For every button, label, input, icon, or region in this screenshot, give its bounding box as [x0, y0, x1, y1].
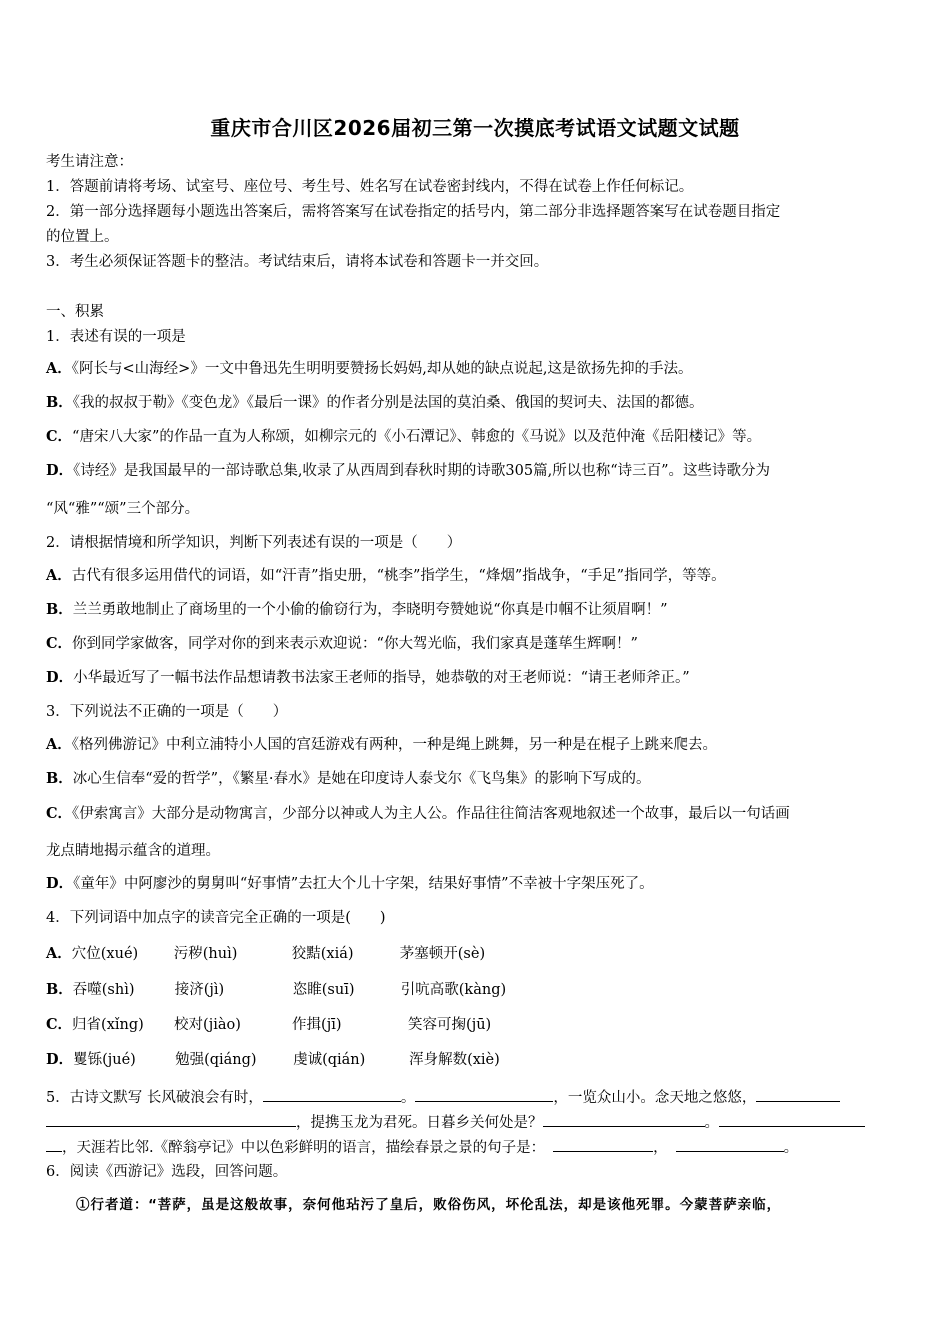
answer-blank[interactable] — [46, 1112, 296, 1127]
answer-blank[interactable] — [263, 1087, 401, 1102]
option-text: 《格列佛游记》中利立浦特小人国的宫廷游戏有两种，一种是绳上跳舞，另一种是在棍子上跳来爬去。 — [71, 737, 718, 753]
question-2-option-c — [46, 634, 638, 654]
question-6-stem: 6．阅读《西游记》选段，回答问题。 — [46, 1164, 288, 1180]
word: 污秽(huì) — [173, 946, 238, 962]
question-4-option-c — [46, 1015, 491, 1035]
notice-item: 1．答题前请将考场、试室号、座位号、考生号、姓名写在试卷密封线内，不得在试卷上作任何标记。 — [46, 179, 694, 195]
question-3-option-c — [46, 804, 790, 824]
question-6-passage: ①行者道：“菩萨，虽是这般故事，奈何他玷污了皇后，败俗伤风，坏伦乱法，却是该他死罪。今蒙菩萨亲临， — [76, 1197, 782, 1213]
notice-item: 3．考生必须保证答题卡的整洁。考试结束后，请将本试卷和答题卡一并交回。 — [46, 254, 549, 270]
option-label: A． — [46, 736, 72, 753]
answer-blank[interactable] — [415, 1087, 553, 1102]
word: 接济(jì) — [174, 982, 225, 998]
answer-blank[interactable] — [543, 1112, 705, 1127]
section-heading: 一、积累 — [46, 304, 104, 320]
option-text: 《童年》中阿廖沙的舅舅叫“好事情”去扛大个儿十字架，结果好事情”不幸被十字架压死了。 — [73, 876, 654, 892]
question-1-stem: 1．表述有误的一项是 — [46, 329, 186, 345]
question-4-option-b — [46, 980, 506, 1000]
notice-heading: 考生请注意： — [46, 154, 133, 170]
option-text: 《伊索寓言》大部分是动物寓言，少部分以神或人为主人公。作品往往简洁客观地叙述一个故事，最后以一句话画 — [72, 806, 790, 822]
option-label: A． — [46, 945, 72, 962]
question-4-option-d — [46, 1050, 500, 1070]
question-5-text: ，一览众山小。念天地之悠悠， — [553, 1090, 757, 1106]
question-5-text: ，提携玉龙为君死。日暮乡关何处是？ — [296, 1115, 543, 1131]
question-4-option-a — [46, 944, 485, 964]
answer-blank[interactable] — [553, 1137, 653, 1152]
question-5-text: 。 — [783, 1140, 799, 1156]
option-text: 古代有很多运用借代的词语，如“汗青”指史册，“桃李”指学生，“烽烟”指战争，“手足”指同学，等等。 — [71, 568, 726, 584]
option-label: A． — [46, 567, 72, 584]
option-text: 《诗经》是我国最早的一部诗歌总集,收录了从西周到春秋时期的诗歌305篇,所以也称“诗三百”。这些诗歌分为 — [73, 463, 771, 479]
word: 引吭高歌(kàng) — [400, 982, 507, 998]
option-text: 兰兰勇敢地制止了商场里的一个小偷的偷窃行为，李晓明夸赞她说“你真是巾帼不让须眉啊！” — [72, 602, 668, 618]
option-text: 你到同学家做客，同学对你的到来表示欢迎说：“你大驾光临，我们家真是蓬荜生辉啊！” — [72, 636, 638, 652]
option-label: D． — [46, 462, 74, 479]
option-label: B． — [46, 394, 73, 411]
question-5-text: 。 — [400, 1090, 416, 1106]
option-label: C． — [46, 1016, 73, 1033]
question-3-option-b — [46, 769, 650, 789]
question-3-option-a — [46, 735, 717, 755]
word: 笑容可掬(jū) — [408, 1017, 492, 1033]
option-label: B． — [46, 770, 73, 787]
option-label: D． — [46, 1051, 74, 1068]
question-5-line-2 — [46, 1112, 865, 1133]
option-label: A． — [46, 360, 72, 377]
word: 浑身解数(xiè) — [409, 1052, 500, 1068]
question-3-option-c-continued: 龙点睛地揭示蕴含的道理。 — [46, 843, 220, 859]
word: 恣睢(suī) — [292, 982, 355, 998]
question-5-line-3 — [46, 1137, 798, 1158]
answer-blank[interactable] — [756, 1087, 840, 1102]
answer-blank[interactable] — [719, 1112, 865, 1127]
option-label: B． — [46, 601, 73, 618]
word: 穴位(xué) — [71, 946, 139, 962]
answer-blank[interactable] — [676, 1137, 784, 1152]
option-text: 《阿长与<山海经>》一文中鲁迅先生明明要赞扬长妈妈,却从她的缺点说起,这是欲扬先抑的手法。 — [71, 361, 693, 377]
question-5-text: 5．古诗文默写 长风破浪会有时， — [46, 1090, 263, 1106]
word: 狡黠(xiá) — [291, 946, 354, 962]
question-2-stem: 2．请根据情境和所学知识，判断下列表述有误的一项是（ ） — [46, 535, 462, 551]
question-5-text: ， — [653, 1140, 668, 1156]
option-label: C． — [46, 635, 73, 652]
option-text: 《我的叔叔于勒》《变色龙》《最后一课》的作者分别是法国的莫泊桑、俄国的契诃夫、法国的都德。 — [72, 395, 704, 411]
word: 归省(xǐng) — [72, 1017, 144, 1033]
option-text: 冰心生信奉“爱的哲学”，《繁星·春水》是她在印度诗人泰戈尔《飞鸟集》的影响下写成的。 — [72, 771, 651, 787]
option-label: C． — [46, 805, 73, 822]
question-1-option-b — [46, 393, 704, 413]
notice-item: 的位置上。 — [46, 229, 119, 245]
question-1-option-a — [46, 359, 693, 379]
question-2-option-a — [46, 566, 726, 586]
option-label: D． — [46, 875, 74, 892]
notice-item: 2．第一部分选择题每小题选出答案后，需将答案写在试卷指定的括号内，第二部分非选择题答案写在试卷题目指定 — [46, 204, 781, 220]
word: 勉强(qiáng) — [175, 1052, 257, 1068]
question-3-option-d — [46, 874, 654, 894]
word: 校对(jiào) — [174, 1017, 241, 1033]
option-label: C． — [46, 428, 73, 445]
question-1-option-c — [46, 427, 761, 447]
question-3-stem: 3．下列说法不正确的一项是（ ） — [46, 704, 288, 720]
option-label: D． — [46, 669, 74, 686]
option-text: “唐宋八大家”的作品一直为人称颂，如柳宗元的《小石潭记》、韩愈的《马说》以及范仲淹《岳阳楼记》等。 — [72, 429, 762, 445]
option-label: B． — [46, 981, 73, 998]
question-4-stem: 4．下列词语中加点字的读音完全正确的一项是( ) — [46, 910, 386, 926]
question-5-text: 。 — [704, 1115, 719, 1131]
word: 茅塞顿开(sè) — [399, 946, 486, 962]
word: 吞噬(shì) — [72, 982, 135, 998]
page-title: 重庆市合川区2026届初三第一次摸底考试语文试题文试题 — [210, 116, 740, 140]
answer-blank[interactable] — [46, 1137, 62, 1152]
question-5-line-1 — [46, 1087, 840, 1108]
question-1-option-d-continued: “风“雅”“颂”三个部分。 — [46, 501, 200, 517]
question-1-option-d — [46, 461, 770, 481]
question-2-option-b — [46, 600, 668, 620]
question-2-option-d — [46, 668, 690, 688]
question-5-text: ，天涯若比邻.《醉翁亭记》中以色彩鲜明的语言，描绘春景之景的句子是： — [62, 1140, 546, 1156]
word: 虔诚(qián) — [293, 1052, 366, 1068]
word: 作揖(jī) — [292, 1017, 342, 1033]
word: 矍铄(jué) — [73, 1052, 136, 1068]
option-text: 小华最近写了一幅书法作品想请教书法家王老师的指导，她恭敬的对王老师说：“请王老师斧正。” — [73, 670, 690, 686]
